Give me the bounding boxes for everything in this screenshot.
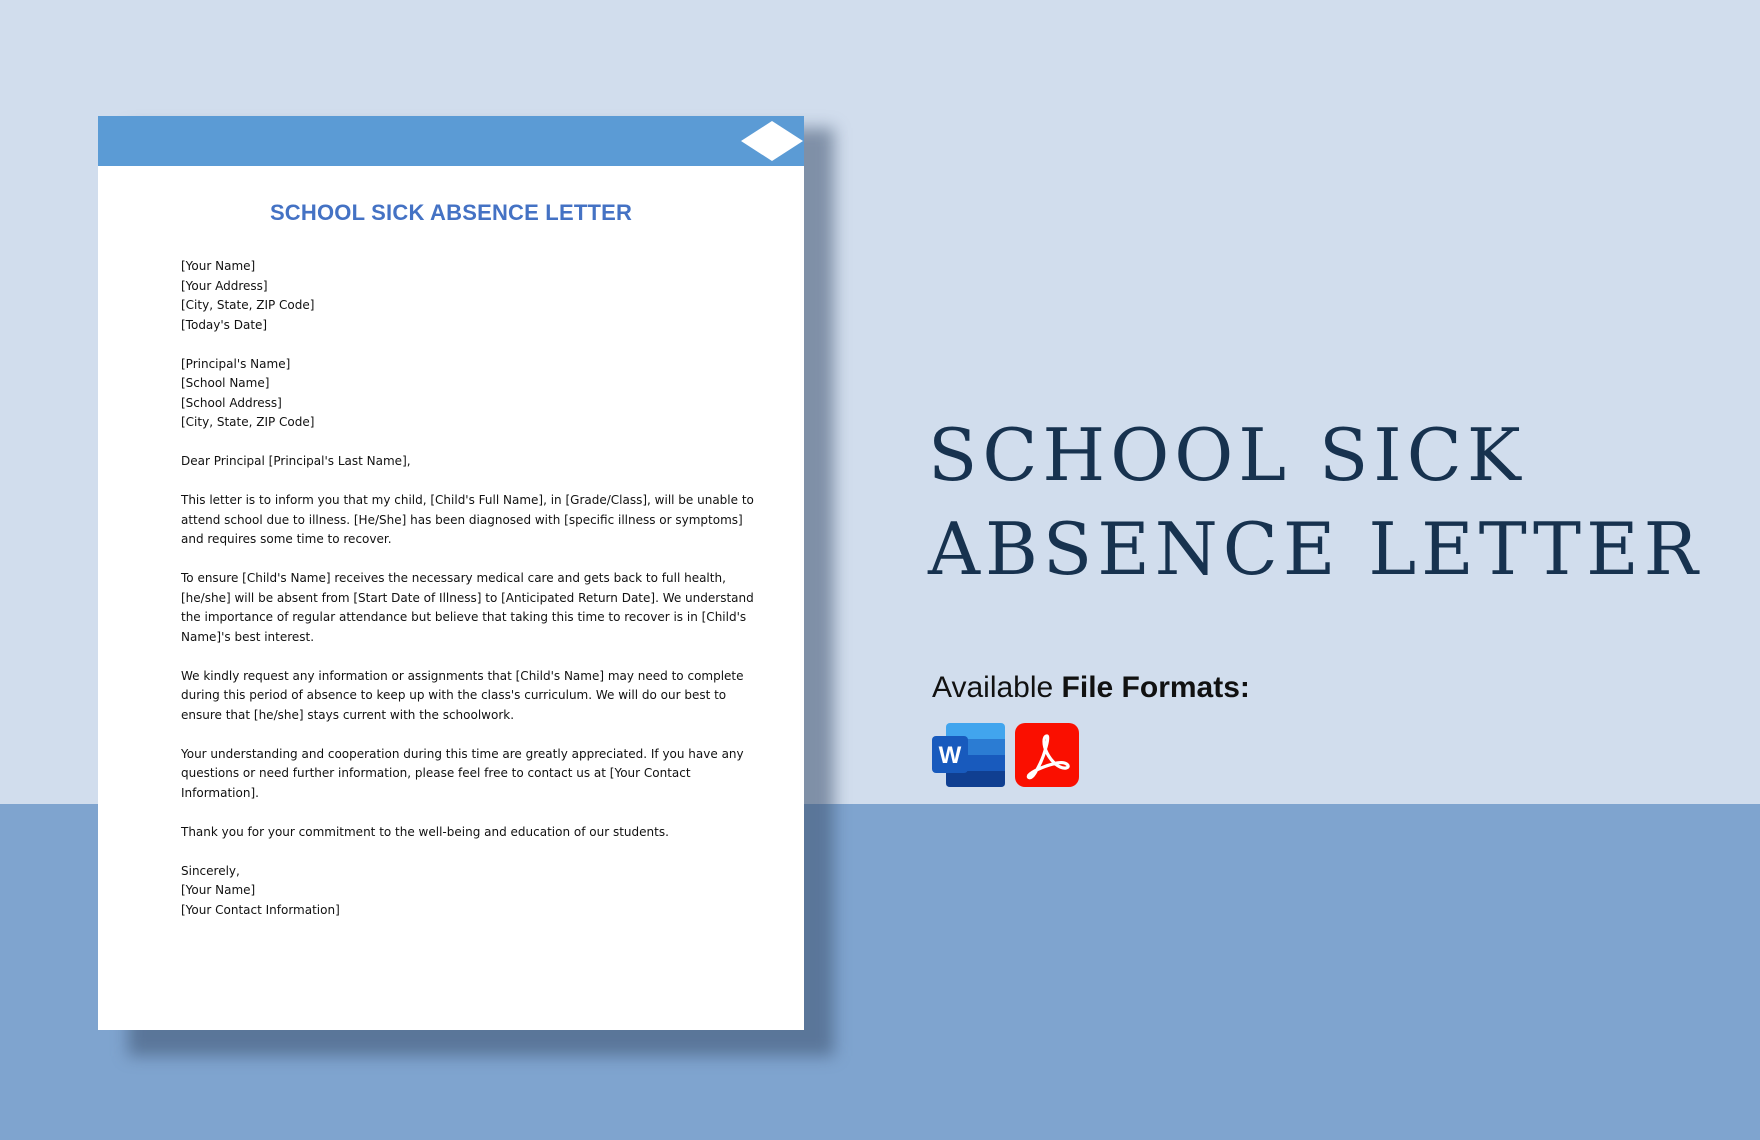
letter-line: To ensure [Child's Name] receives the necessary medical care and gets back to full health, [181,571,726,585]
letter-line: Information]. [181,785,259,800]
document-preview [98,116,804,1030]
letter-line: Dear Principal [Principal's Last Name], [181,454,411,468]
file-formats-prefix: Available [932,671,1054,704]
letter-line: and requires some time to recover. [181,532,392,546]
letter-line: the importance of regular attendance but believe that taking this time to recover is in [Child's [181,610,747,624]
letter-paragraph [181,257,741,335]
hero-title-line-2: ABSENCE LETTER [928,507,1703,591]
letter-line: questions or need further information, please feel free to contact us at [Your Contact [181,766,691,780]
letter-line: [City, State, ZIP Code] [181,415,315,429]
letter-line: Your understanding and cooperation during this time are greatly appreciated. If you have any [181,746,744,761]
letter-line: [Today's Date] [181,317,268,332]
letter-paragraph [181,491,754,550]
file-formats-bold: File Formats: [1061,671,1250,704]
word-icon[interactable] [932,723,1005,787]
letter-line: [he/she] will be absent from [Start Date of Illness] to [Anticipated Return Date]. We understand [181,590,754,605]
letter-line: [Your Contact Information] [181,902,340,917]
letter-paragraph [181,667,744,726]
hero-title-line-1: SCHOOL SICK [928,413,1526,497]
letter-line: Thank you for your commitment to the well-being and education of our students. [181,824,669,839]
letter-line: Name]'s best interest. [181,629,315,644]
document-body [181,257,754,940]
letter-line: [Your Name] [181,883,256,897]
letter-paragraph [181,452,741,472]
file-formats-label [932,671,1250,705]
letter-paragraph [181,862,741,921]
letter-line: [Your Name] [181,259,256,273]
letter-paragraph [181,355,741,433]
pdf-icon[interactable] [1015,723,1079,787]
letter-line: [City, State, ZIP Code] [181,298,315,312]
letter-line: attend school due to illness. [He/She] has been diagnosed with [specific illness or symptoms] [181,512,743,527]
diamond-decoration [740,120,804,162]
letter-line: during this period of absence to keep up with the class's curriculum. We will do our best to [181,688,727,702]
letter-line: [School Name] [181,376,270,390]
letter-line: We kindly request any information or assignments that [Child's Name] may need to complete [181,668,744,683]
document-title: SCHOOL SICK ABSENCE LETTER [269,200,633,225]
hero-title [928,408,1728,596]
letter-line: [Principal's Name] [181,356,291,371]
letter-line: Sincerely, [181,863,240,878]
svg-text:W: W [938,742,962,769]
letter-paragraph [181,823,741,843]
letter-line: ensure that [he/she] stays current with the schoolwork. [181,707,515,722]
letter-line: [Your Address] [181,278,268,293]
letter-line: [School Address] [181,395,282,410]
letter-line: This letter is to inform you that my child, [Child's Full Name], in [Grade/Class], will be unable to [181,493,754,507]
document-header-bar [98,116,804,166]
letter-paragraph [181,745,744,804]
letter-paragraph [181,569,754,647]
